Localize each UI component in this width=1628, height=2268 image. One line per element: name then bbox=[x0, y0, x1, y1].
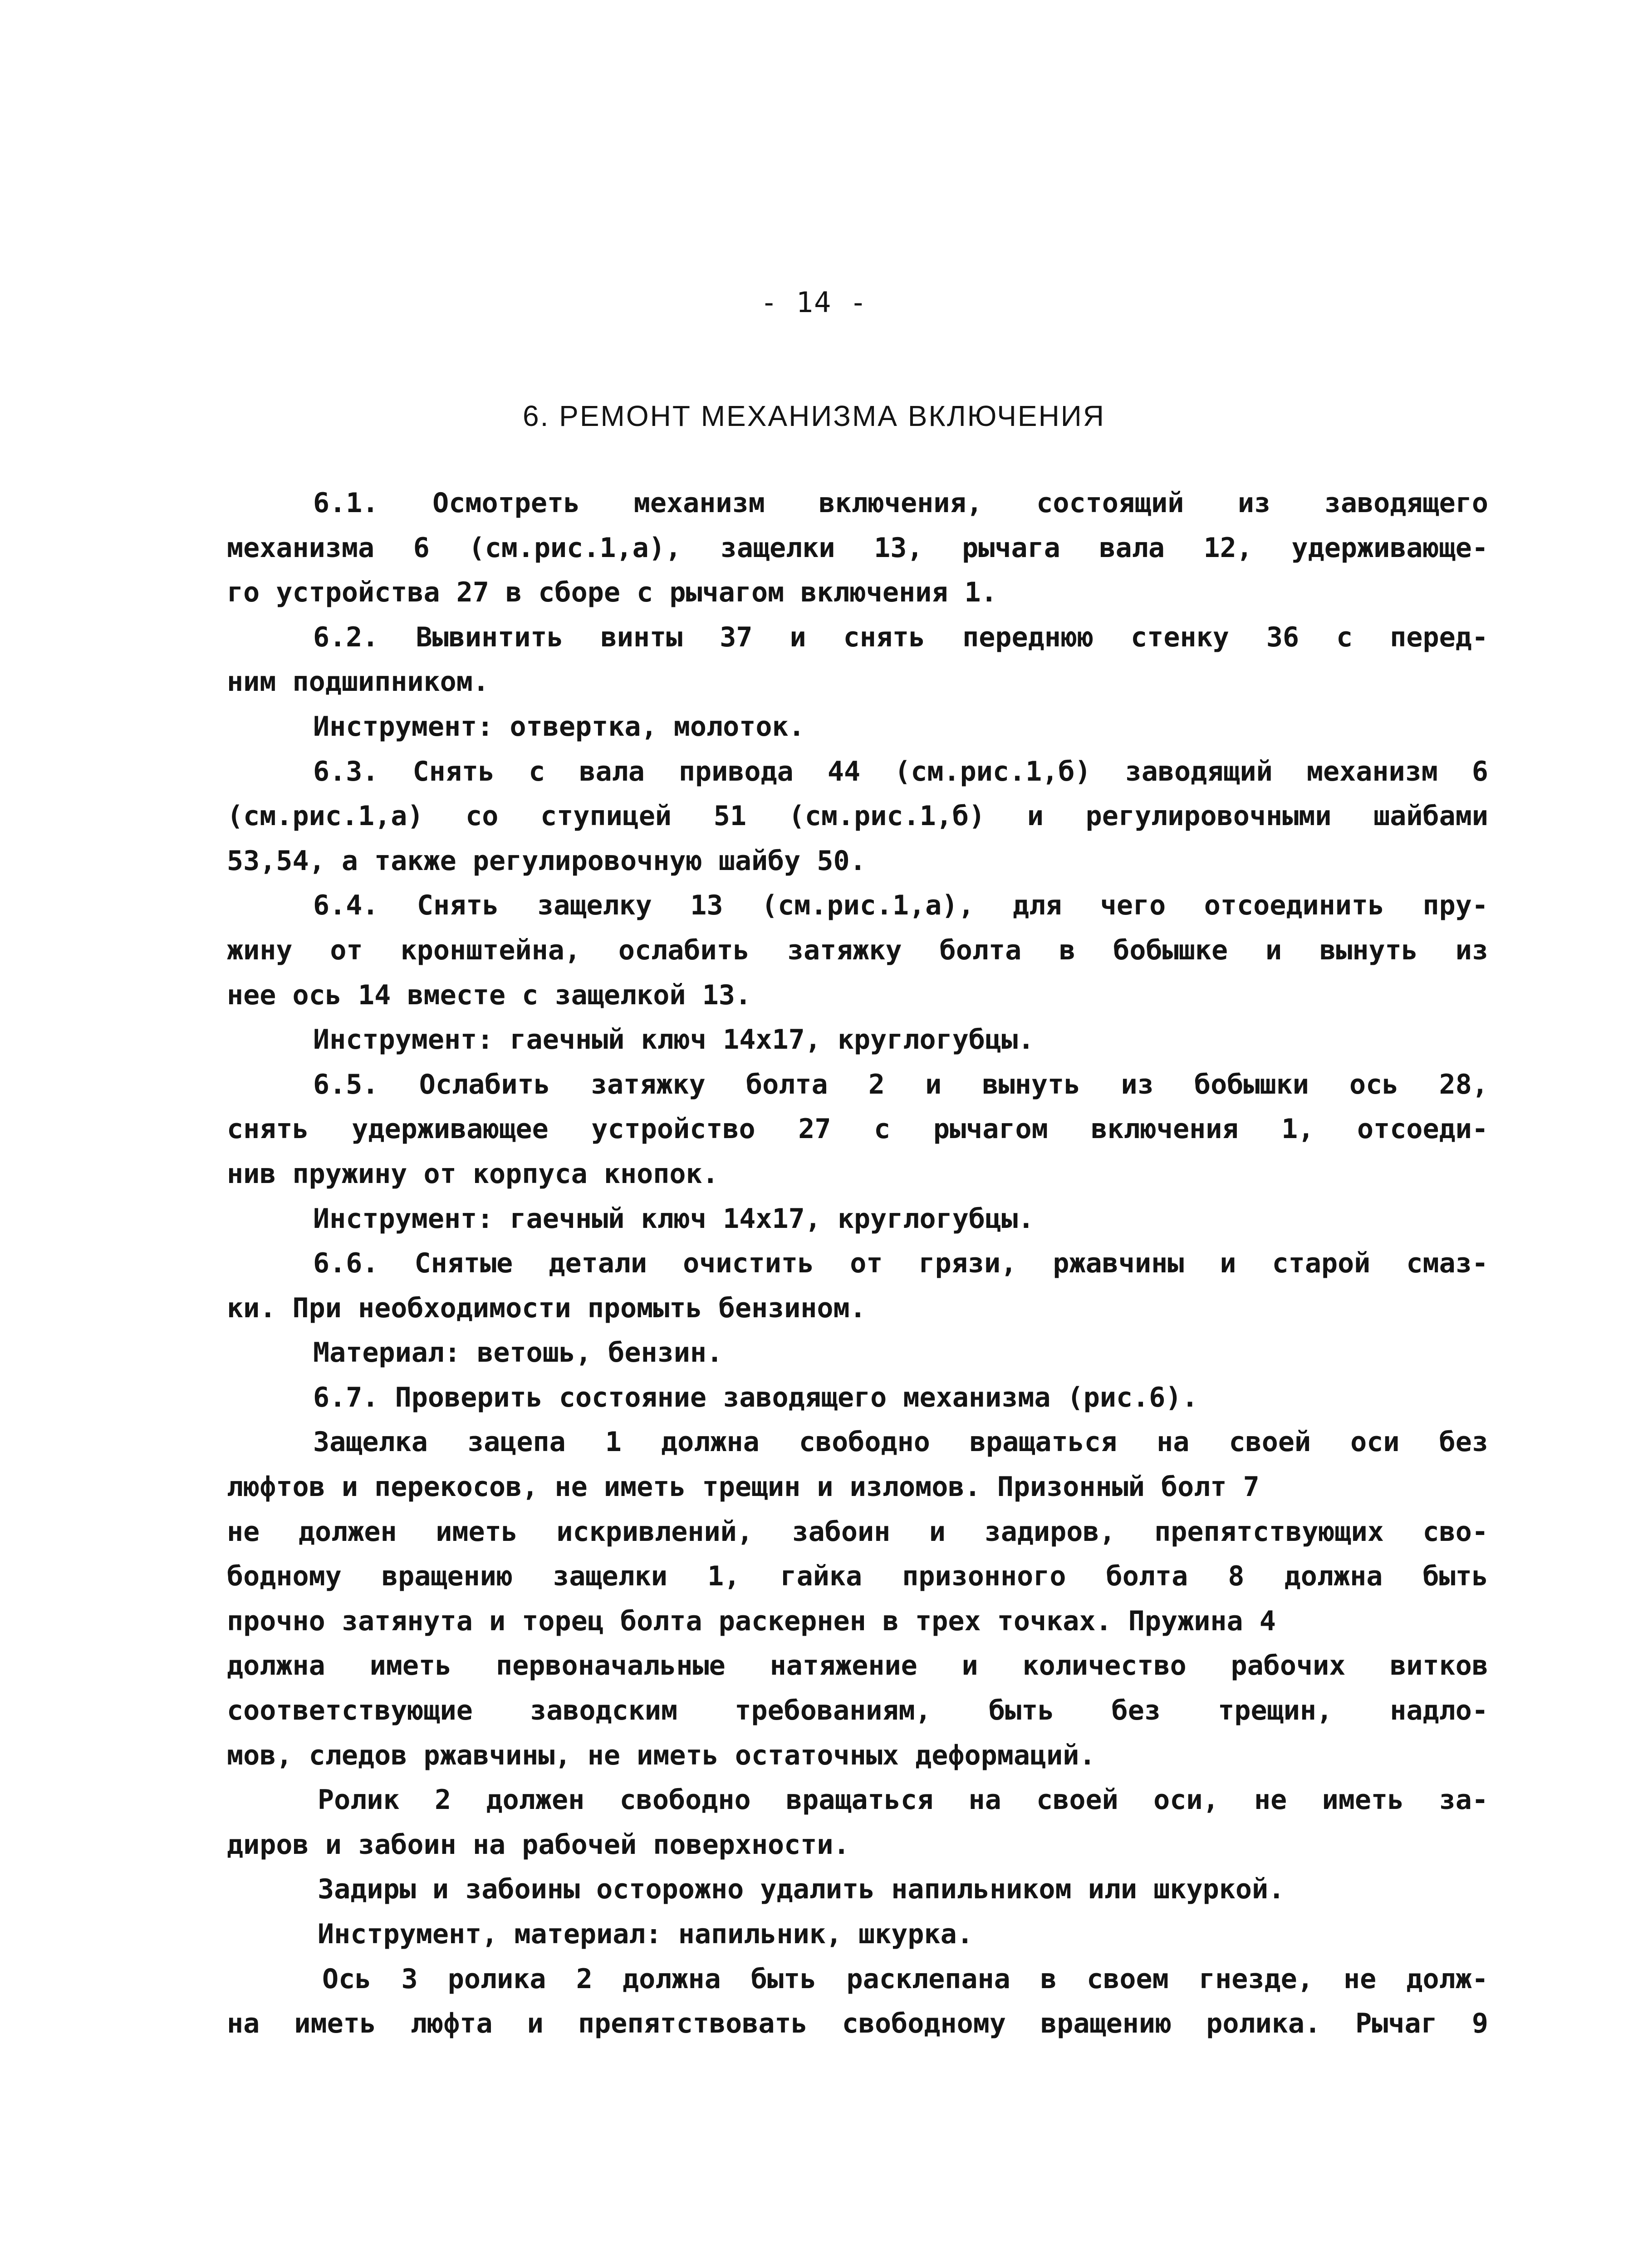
text-line: ки. При необходимости промыть бензином. bbox=[227, 1292, 866, 1324]
text-line: Инструмент: гаечный ключ 14х17, круглогубцы. bbox=[313, 1024, 1035, 1056]
text-line: (см.рис.1,а) со ступицей 51 (см.рис.1,б) и регулировочными шайбами bbox=[227, 800, 1488, 832]
text-line: на иметь люфта и препятствовать свободному вращению ролика. Рычаг 9 bbox=[227, 2008, 1488, 2040]
text-line: должна иметь первоначальные натяжение и количество рабочих витков bbox=[227, 1650, 1488, 1682]
text-line: нее ось 14 вместе с защелкой 13. bbox=[227, 979, 751, 1011]
text-line: люфтов и перекосов, не иметь трещин и изломов. Призонный болт 7 bbox=[227, 1471, 1260, 1503]
text-line: 6.3. Снять с вала привода 44 (см.рис.1,б) заводящий механизм 6 bbox=[313, 755, 1488, 787]
text-line: соответствующие заводским требованиям, быть без трещин, надло- bbox=[227, 1695, 1488, 1727]
text-line: нив пружину от корпуса кнопок. bbox=[227, 1158, 719, 1190]
text-line: Задиры и забоины осторожно удалить напильником или шкуркой. bbox=[318, 1873, 1285, 1906]
text-line: механизма 6 (см.рис.1,а), защелки 13, рычага вала 12, удерживающе- bbox=[227, 532, 1488, 564]
text-line: Ролик 2 должен свободно вращаться на своей оси, не иметь за- bbox=[318, 1784, 1488, 1816]
text-line: 53,54, а также регулировочную шайбу 50. bbox=[227, 845, 866, 877]
text-line: не должен иметь искривлений, забоин и задиров, препятствующих сво- bbox=[227, 1515, 1488, 1548]
text-line: Инструмент: отвертка, молоток. bbox=[313, 710, 805, 743]
text-line: прочно затянута и торец болта раскернен в трех точках. Пружина 4 bbox=[227, 1605, 1276, 1637]
body-text bbox=[227, 481, 1488, 2046]
text-line: Материал: ветошь, бензин. bbox=[313, 1337, 723, 1369]
text-line: Инструмент, материал: напильник, шкурка. bbox=[318, 1918, 973, 1950]
text-line: 6.7. Проверить состояние заводящего механизма (рис.6). bbox=[313, 1381, 1198, 1413]
text-line: Ось 3 ролика 2 должна быть расклепана в своем гнезде, не долж- bbox=[322, 1963, 1488, 1995]
text-line: 6.2. Вывинтить винты 37 и снять переднюю стенку 36 с перед- bbox=[313, 621, 1488, 653]
text-line: снять удерживающее устройство 27 с рычагом включения 1, отсоеди- bbox=[227, 1113, 1488, 1145]
text-line: бодному вращению защелки 1, гайка призонного болта 8 должна быть bbox=[227, 1560, 1488, 1593]
text-line: диров и забоин на рабочей поверхности. bbox=[227, 1828, 850, 1861]
text-line: Инструмент: гаечный ключ 14х17, круглогубцы. bbox=[313, 1202, 1035, 1235]
text-line: го устройства 27 в сборе с рычагом включения 1. bbox=[227, 577, 997, 609]
text-line: мов, следов ржавчины, не иметь остаточных деформаций. bbox=[227, 1739, 1096, 1771]
text-line: 6.6. Снятые детали очистить от грязи, ржавчины и старой смаз- bbox=[313, 1247, 1488, 1280]
text-line: 6.1. Осмотреть механизм включения, состоящий из заводящего bbox=[313, 487, 1488, 519]
text-line: 6.4. Снять защелку 13 (см.рис.1,а), для чего отсоединить пру- bbox=[313, 890, 1488, 922]
section-title: 6. РЕМОНТ МЕХАНИЗМА ВКЛЮЧЕНИЯ bbox=[522, 400, 1106, 432]
text-line: Защелка зацепа 1 должна свободно вращаться на своей оси без bbox=[313, 1426, 1488, 1458]
text-line: ним подшипником. bbox=[227, 666, 489, 698]
text-line: жину от кронштейна, ослабить затяжку болта в бобышке и вынуть из bbox=[227, 934, 1488, 966]
text-line: 6.5. Ослабить затяжку болта 2 и вынуть из бобышки ось 28, bbox=[313, 1068, 1488, 1100]
page-number: - 14 - bbox=[760, 286, 868, 319]
